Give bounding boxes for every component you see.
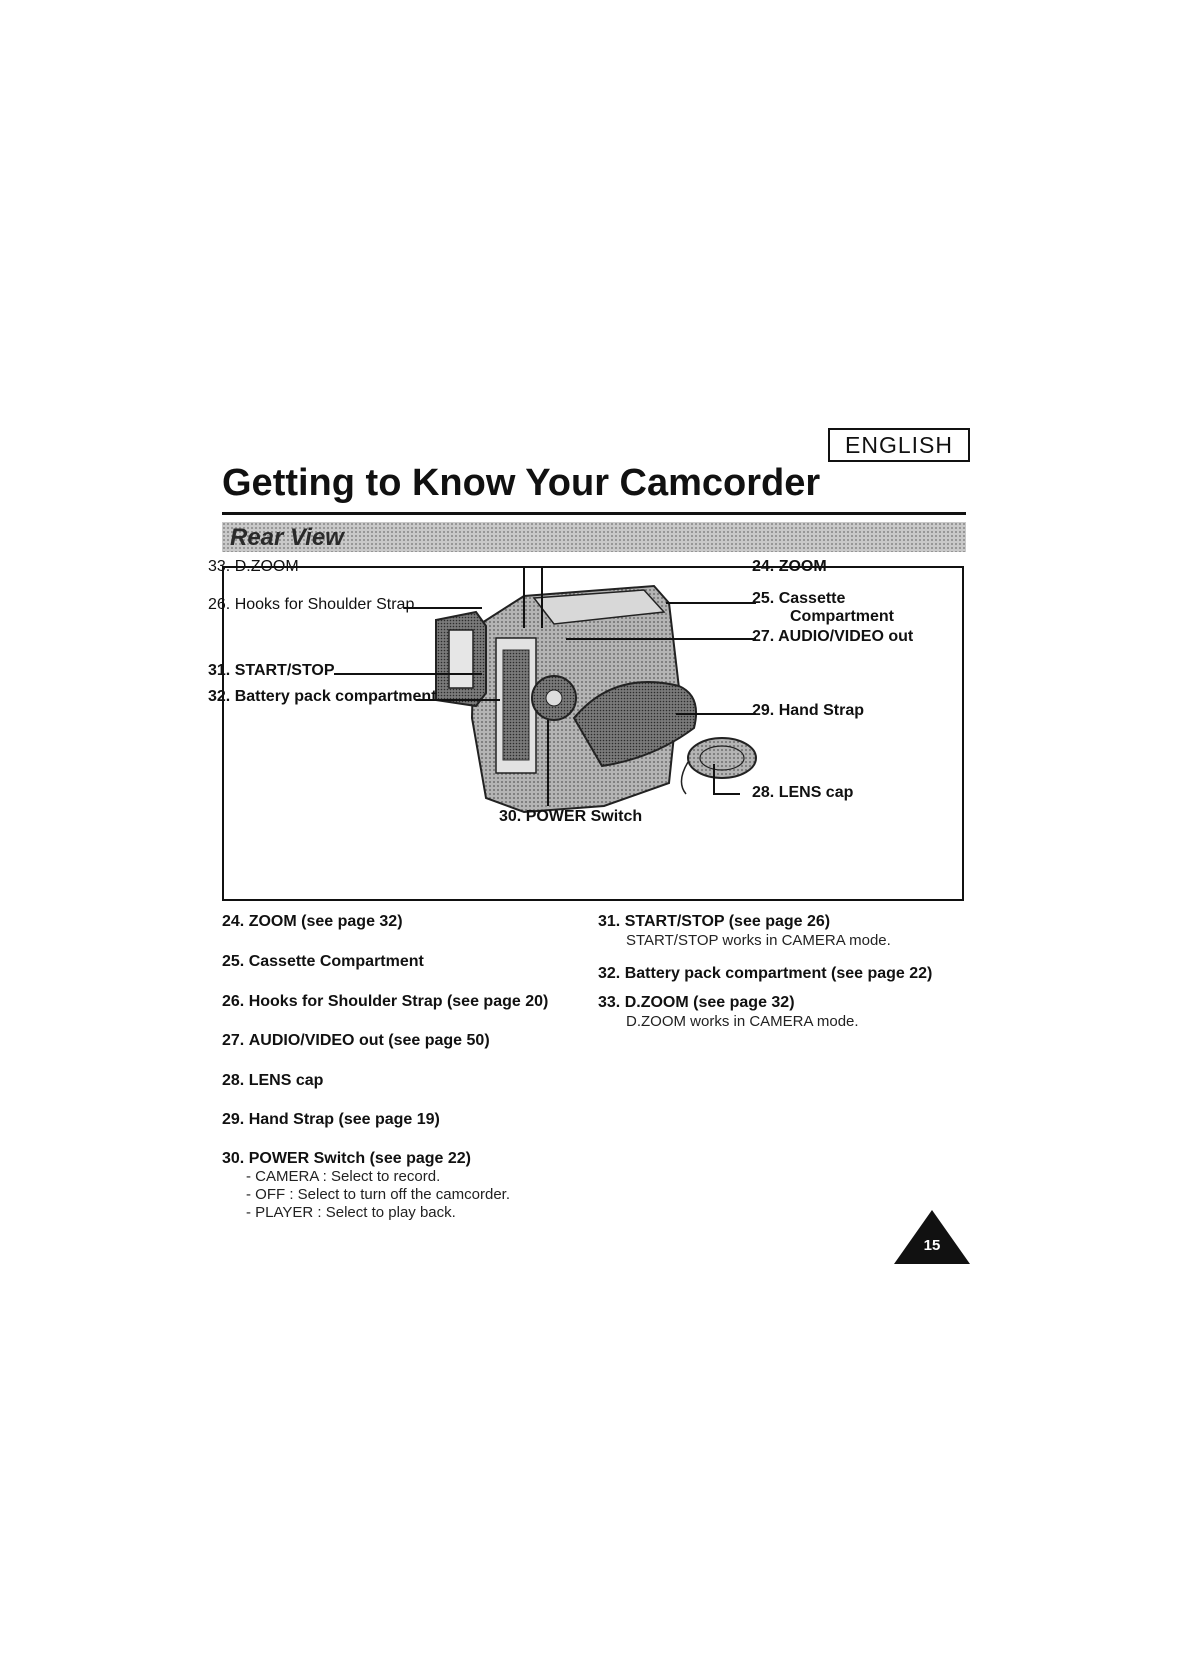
language-badge: ENGLISH xyxy=(828,428,970,462)
list-item: 29. Hand Strap (see page 19) xyxy=(222,1111,440,1128)
callout-d-zoom: 33. D.ZOOM xyxy=(208,558,299,575)
note-start-stop: START/STOP works in CAMERA mode. xyxy=(626,932,891,949)
note-d-zoom: D.ZOOM works in CAMERA mode. xyxy=(626,1013,859,1030)
list-item: 32. Battery pack compartment (see page 22) xyxy=(598,965,933,982)
callout-power-switch: 30. POWER Switch xyxy=(499,808,643,825)
list-item: 27. AUDIO/VIDEO out (see page 50) xyxy=(222,1032,490,1049)
callout-cassette-1: 25. Cassette xyxy=(752,590,846,607)
callout-cassette-2: Compartment xyxy=(790,608,895,625)
note-camera: - CAMERA : Select to record. xyxy=(246,1168,441,1185)
lens-cap xyxy=(688,738,756,778)
page-title: Getting to Know Your Camcorder xyxy=(222,462,821,504)
note-player: - PLAYER : Select to play back. xyxy=(246,1204,456,1221)
list-item: 31. START/STOP (see page 26) xyxy=(598,913,831,930)
callout-zoom: 24. ZOOM xyxy=(752,558,827,575)
callout-audio-video: 27. AUDIO/VIDEO out xyxy=(752,628,914,645)
callout-lens-cap: 28. LENS cap xyxy=(752,784,854,801)
section-label: Rear View xyxy=(230,524,344,551)
list-item: 24. ZOOM (see page 32) xyxy=(222,913,403,930)
page-number: 15 xyxy=(923,1237,941,1254)
list-item: 25. Cassette Compartment xyxy=(222,953,424,970)
rear-view-figure xyxy=(208,558,964,901)
list-item: 33. D.ZOOM (see page 32) xyxy=(598,994,795,1011)
list-item: 30. POWER Switch (see page 22) xyxy=(222,1150,471,1167)
list-item: 28. LENS cap xyxy=(222,1072,324,1089)
callout-hooks: 26. Hooks for Shoulder Strap xyxy=(208,596,415,613)
callout-start-stop: 31. START/STOP xyxy=(208,662,335,679)
list-item: 26. Hooks for Shoulder Strap (see page 20) xyxy=(222,993,549,1010)
callout-hand-strap: 29. Hand Strap xyxy=(752,702,865,719)
callout-battery: 32. Battery pack compartment xyxy=(208,688,437,705)
section-banner xyxy=(222,522,966,552)
note-off: - OFF : Select to turn off the camcorder. xyxy=(246,1186,510,1203)
title-rule xyxy=(222,512,966,515)
